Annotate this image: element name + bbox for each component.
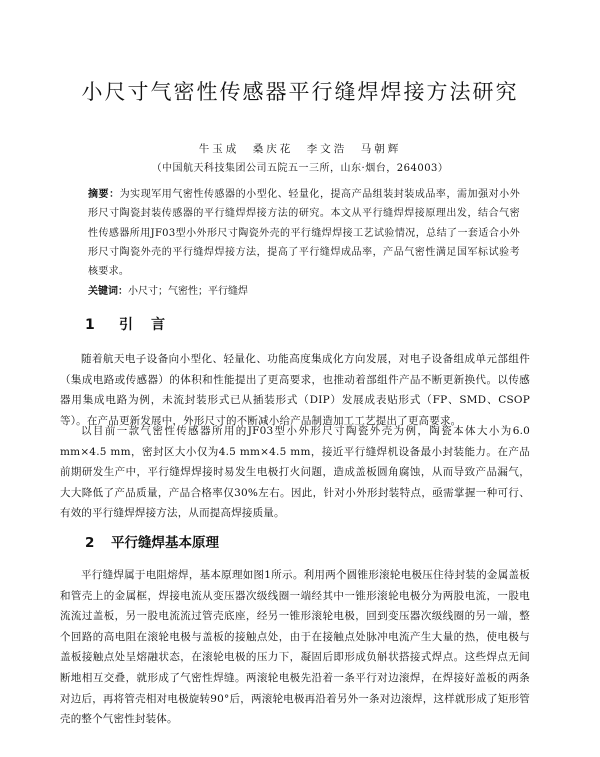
author-affiliation: （中国航天科技集团公司五院五一三所，山东·烟台，264003） (151, 163, 449, 174)
section-1-title: 引言 (119, 317, 183, 333)
abstract (88, 185, 520, 281)
abstract-text: 为实现军用气密性传感器的小型化、轻量化，提高产品组装封装成品率，需加强对小外形尺寸陶瓷封装传感器的平行缝焊焊接方法的研究。本文从平行缝焊焊接原理出发，结合气密性传感器所用JF03型小外形尺寸陶瓷外壳的平行缝焊焊接工艺试验情况，总结了一套适合小外形尺寸陶瓷外壳的平行缝焊焊接方法，提高了平行缝焊成品率，产品气密性满足国军标试验考核要求。 (88, 189, 521, 278)
section-1-paragraph-2: 以目前一款气密性传感器所用的JF03型小外形尺寸陶瓷外壳为例，陶瓷本体大小为6.0 mm×4.5 mm，密封区大小仅为4.5 mm×4.5 mm，接近平行缝焊机设备最小封装能力。在产品前期研发生产中，平行缝焊焊接时易发生电极打火问题，造成盖板圆角腐蚀，从而导致产品漏气，大大降低了产品质量，产品合格率仅30%左右。因此，针对小外形封装特点，亟需掌握一种可行、有效的平行缝焊焊接方法，从而提高焊接质量。 (60, 425, 530, 520)
keywords (88, 282, 520, 301)
keywords-text: 小尺寸；气密性；平行缝焊 (128, 286, 248, 297)
section-1-number: 1 (85, 317, 95, 333)
paper-title: 小尺寸气密性传感器平行缝焊焊接方法研究 (81, 80, 519, 104)
section-2-heading (85, 531, 219, 551)
section-2-title: 平行缝焊基本原理 (111, 535, 219, 551)
abstract-label: 摘要： (88, 189, 120, 200)
section-1-heading (85, 314, 183, 334)
section-2-paragraph-1: 平行缝焊属于电阻熔焊，基本原理如图1所示。利用两个圆锥形滚轮电极压住待封装的金属盖板和管壳上的金属框，焊接电流从变压器次级线圈一端经其中一锥形滚轮电极分为两股电流，一股电流流过盖板，另一股电流流过管壳底座，经另一锥形滚轮电极，回到变压器次级线圈的另一端，整个回路的高电阻在滚轮电极与盖板的接触点处，由于在接触点处脉冲电流产生大量的热，使电极与盖板接触点处呈熔融状态，在滚轮电极的压力下，凝固后即形成负斛状搭接式焊点。这些焊点无间断地相互交叠，就形成了气密性焊缝。两滚轮电极先沿着一条平行对边滚焊，在焊接好盖板的两条对边后，再将管壳相对电极旋转90°后，两滚轮电极再沿着另外一条对边滚焊，这样就形成了矩形管壳的整个气密性封装体。 (60, 569, 530, 726)
author-list: 牛玉成 桑庆花 李文浩 马朝辉 (198, 143, 402, 155)
section-1-paragraph-1: 随着航天电子设备向小型化、轻量化、功能高度集成化方向发展，对电子设备组成单元部组件（集成电路或传感器）的体积和性能提出了更高要求，也推动着部组件产品不断更新换代。以传感器用集成电路为例，未流封装形式已从插装形式（DIP）发展成表贴形式（FP、SMD、CSOP等）。在产品更新发展中，外形尺寸的不断减小给产品制造加工工艺提出了更高要求。 (60, 353, 530, 427)
keywords-label: 关键词： (88, 286, 128, 297)
section-2-number: 2 (85, 535, 95, 551)
